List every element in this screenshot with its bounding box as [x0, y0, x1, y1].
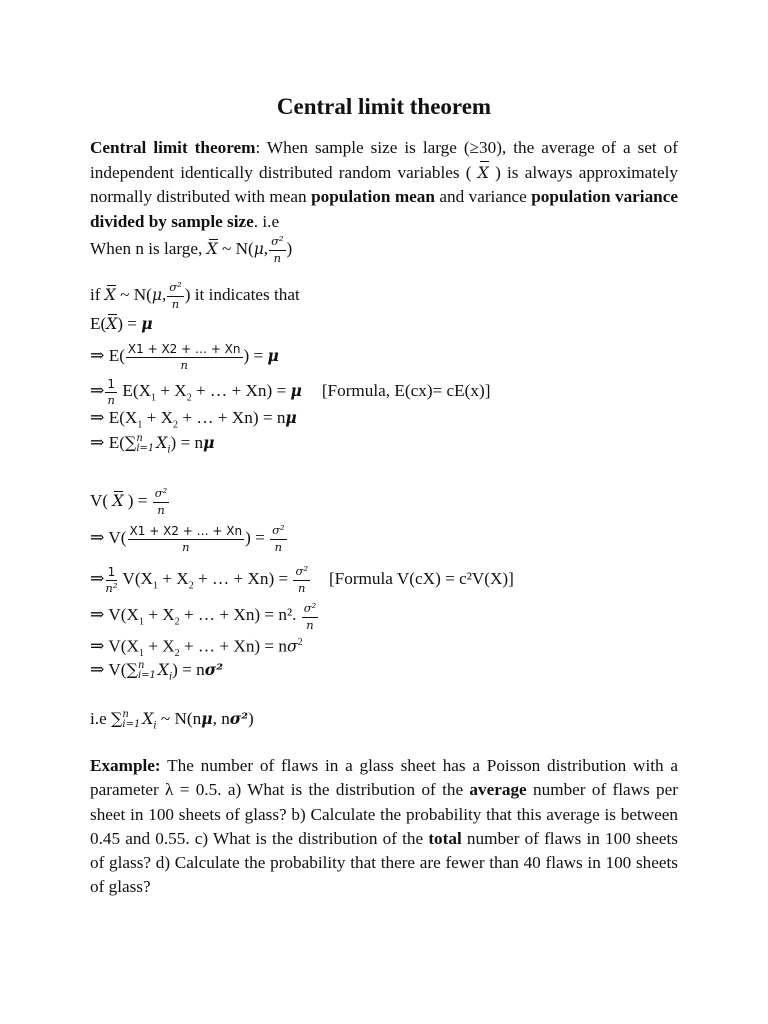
summation-icon: ∑: [111, 709, 123, 728]
sum-upper-limit: n: [136, 433, 143, 445]
subscript-2: 2: [173, 419, 179, 431]
one-over-n-fraction: [105, 378, 117, 407]
var-step-6: [90, 660, 223, 687]
n-denominator: n: [107, 393, 115, 407]
sum-over-n-fraction: [126, 343, 243, 372]
sigma-symbol: σ: [287, 637, 298, 656]
mu-bold-symbol: μ: [285, 408, 297, 427]
implies-v-open: ⇒ V(: [90, 528, 127, 548]
intro-bold-population-mean: population mean: [311, 187, 435, 206]
x-variable: X: [142, 710, 154, 728]
fraction-numerator: σ²: [270, 525, 286, 540]
x-variable: X: [156, 434, 168, 452]
sum-limits: [138, 661, 156, 681]
comma-n: , n: [212, 709, 230, 728]
v-x1: V(X: [118, 569, 153, 589]
equals: ) =: [243, 346, 268, 366]
subscript-2: 2: [188, 580, 194, 592]
fraction-numerator: σ²: [167, 282, 183, 297]
intro-paragraph: [90, 136, 678, 234]
comma: ,: [161, 284, 167, 304]
example-paragraph: [90, 754, 678, 900]
sigma-sq-bold: σ²: [229, 709, 249, 728]
implies-e-open: ⇒ E(: [90, 433, 125, 452]
subscript-i: i: [153, 720, 157, 732]
sigma-sq-over-n-fraction: [293, 566, 309, 594]
close-paren: ): [286, 238, 293, 258]
e-x1: E(X: [118, 381, 151, 401]
intro-text-3: and variance: [434, 187, 532, 206]
fraction-denominator: n: [171, 296, 180, 311]
n-denominator: n: [180, 358, 188, 372]
summation-icon: ∑: [126, 660, 138, 679]
var-step-3: [90, 566, 514, 597]
subscript-1: 1: [138, 616, 144, 628]
example-bold-total: total: [428, 828, 462, 848]
var-step-4: [90, 603, 319, 632]
mu-symbol: μ: [253, 239, 264, 258]
xbar-symbol: X: [478, 161, 489, 186]
e-open: E(: [90, 314, 107, 333]
sum-over-n-fraction: [128, 525, 245, 554]
v-equals: ) =: [123, 490, 152, 510]
one-numerator: 1: [107, 565, 116, 579]
n-denominator: n: [182, 540, 190, 554]
equals-n: ) = n: [170, 433, 204, 452]
subscript-2: 2: [186, 392, 192, 404]
xbar-symbol: X: [104, 285, 116, 304]
sigma-sq-bold: σ²: [204, 660, 223, 679]
sum-numerator: X1 + X2 + … + Xn: [129, 524, 243, 538]
sum-lower-limit: i=1: [136, 443, 155, 455]
subscript-1: 1: [152, 580, 158, 592]
close-paren: ): [248, 709, 254, 728]
if-line: [90, 282, 300, 310]
sum-limits: [136, 434, 154, 454]
clt-statement-line: [90, 236, 292, 264]
intro-text-2: ) is always approximately normally distributed with mean: [90, 162, 678, 206]
rest-of-sum: + … + Xn) = n².: [179, 605, 301, 624]
subscript-i: i: [167, 444, 171, 456]
mean-step-4: [90, 408, 297, 435]
intro-text-1: : When sample size is large (≥30), the average of a set of independent identically distributed random variables (: [90, 138, 678, 182]
rest-of-sum: + … + Xn) =: [193, 569, 293, 589]
fraction-numerator: σ²: [269, 236, 285, 251]
mu-bold-symbol: μ: [141, 314, 153, 333]
rest-of-sum: + … + Xn) = n: [178, 408, 286, 427]
one-over-n-sq-fraction: [105, 566, 117, 595]
variance-formula-note: [Formula V(cX) = c²V(X)]: [328, 569, 514, 589]
v-open: V(: [90, 490, 113, 510]
mean-step-5: [90, 433, 215, 460]
plus-x: + X: [143, 636, 175, 656]
ie-line: [90, 709, 254, 736]
subscript-1: 1: [150, 392, 156, 404]
fraction-denominator: n: [306, 617, 314, 632]
sum-limits: [122, 710, 140, 730]
x-variable: X: [157, 661, 169, 679]
plus-x: + X: [142, 408, 174, 427]
sigma-sq-over-n-fraction: [302, 603, 318, 631]
sigma-sq-over-n-fraction: [167, 282, 183, 310]
if-prefix: if: [90, 284, 105, 304]
mean-step-2: [90, 343, 279, 372]
fraction-numerator: σ²: [302, 603, 318, 618]
sum-upper-limit: n: [137, 660, 145, 672]
intro-bold-variance: population variance divided by sample size: [90, 187, 678, 231]
sum-numerator: X1 + X2 + … + Xn: [127, 342, 241, 356]
rest-of-sum: + … + Xn) =: [191, 381, 291, 401]
example-text-3: number of flaws in 100 sheets of glass? d) Calculate the probability that there are fewer than 40 flaws in 100 sheets of glass?: [90, 828, 678, 897]
implies-e-x1: ⇒ E(X: [90, 408, 138, 427]
fraction-numerator: σ²: [293, 566, 309, 581]
example-text-1: The number of flaws in a glass sheet has a Poisson distribution with a parameter λ = 0.5. a) What is the distribution of the: [90, 756, 678, 800]
expectation-formula-note: [Formula, E(cx)= cE(x)]: [321, 381, 491, 401]
subscript-1: 1: [138, 648, 144, 660]
var-step-1: [90, 488, 170, 516]
plus-x: + X: [155, 381, 187, 401]
implies: ⇒: [90, 569, 105, 589]
example-text-2: number of flaws per sheet in 100 sheets of glass? b) Calculate the probability that this average is between 0.45 and 0.55. c) What is the distribution of the: [90, 780, 678, 848]
mu-symbol: μ: [151, 285, 162, 304]
plus-x: + X: [157, 569, 189, 589]
mu-bold-symbol: μ: [201, 709, 213, 728]
tilde-n: ~ N(n: [156, 709, 202, 728]
mean-step-1: [90, 314, 153, 334]
fraction-denominator: n: [297, 580, 306, 595]
sigma-sq-over-n-fraction: [270, 525, 286, 553]
example-label: Example:: [90, 756, 161, 775]
var-step-2: [90, 525, 288, 554]
sum-lower-limit: i=1: [137, 670, 156, 682]
mu-bold-symbol: μ: [203, 433, 215, 452]
subscript-1: 1: [137, 419, 143, 431]
equals: ) =: [245, 528, 270, 548]
plus-x: + X: [143, 605, 175, 624]
equals-n: ) = n: [172, 660, 205, 679]
mu-bold-symbol: μ: [290, 381, 302, 401]
subscript-2: 2: [174, 648, 180, 660]
if-tilde: ~ N(: [115, 284, 152, 304]
intro-lead-term: Central limit theorem: [90, 138, 256, 157]
sum-upper-limit: n: [122, 709, 129, 721]
superscript-2: 2: [297, 637, 303, 648]
subscript-i: i: [168, 671, 173, 683]
clt-tilde: ~ N(: [217, 238, 254, 258]
fraction-denominator: n: [273, 250, 282, 265]
fraction-numerator: σ²: [153, 488, 169, 503]
implies-v-x1: ⇒ V(X: [90, 605, 139, 624]
xbar-symbol: X: [206, 239, 218, 258]
fraction-denominator: n: [274, 539, 283, 554]
intro-text-4: . i.e: [253, 211, 280, 231]
if-suffix: ) it indicates that: [184, 284, 300, 304]
clt-prefix: When n is large,: [90, 238, 207, 258]
ie-prefix: i.e: [90, 709, 111, 728]
summation-icon: ∑: [124, 433, 137, 452]
rest-of-sum: + … + Xn) = n: [179, 636, 288, 656]
example-bold-average: average: [469, 780, 527, 800]
implies-v-open: ⇒ V(: [90, 660, 127, 679]
page-title: Central limit theorem: [276, 94, 492, 119]
one-numerator: 1: [107, 377, 116, 391]
xbar-symbol: X: [112, 491, 124, 510]
mean-step-3: [90, 378, 490, 409]
sum-lower-limit: i=1: [122, 719, 141, 731]
subscript-2: 2: [174, 616, 180, 628]
n-sq-denominator: n²: [105, 581, 118, 595]
fraction-denominator: n: [157, 502, 165, 517]
sigma-sq-over-n-fraction: [269, 236, 285, 264]
xbar-symbol: X: [106, 315, 118, 333]
e-equals: ) =: [117, 314, 142, 333]
implies-e-open: ⇒ E(: [90, 346, 125, 366]
implies-v-x1: ⇒ V(X: [90, 636, 139, 656]
mu-bold-symbol: μ: [267, 346, 279, 366]
sigma-sq-over-n-fraction: [153, 488, 169, 516]
implies: ⇒: [90, 381, 105, 401]
comma: ,: [263, 238, 269, 258]
